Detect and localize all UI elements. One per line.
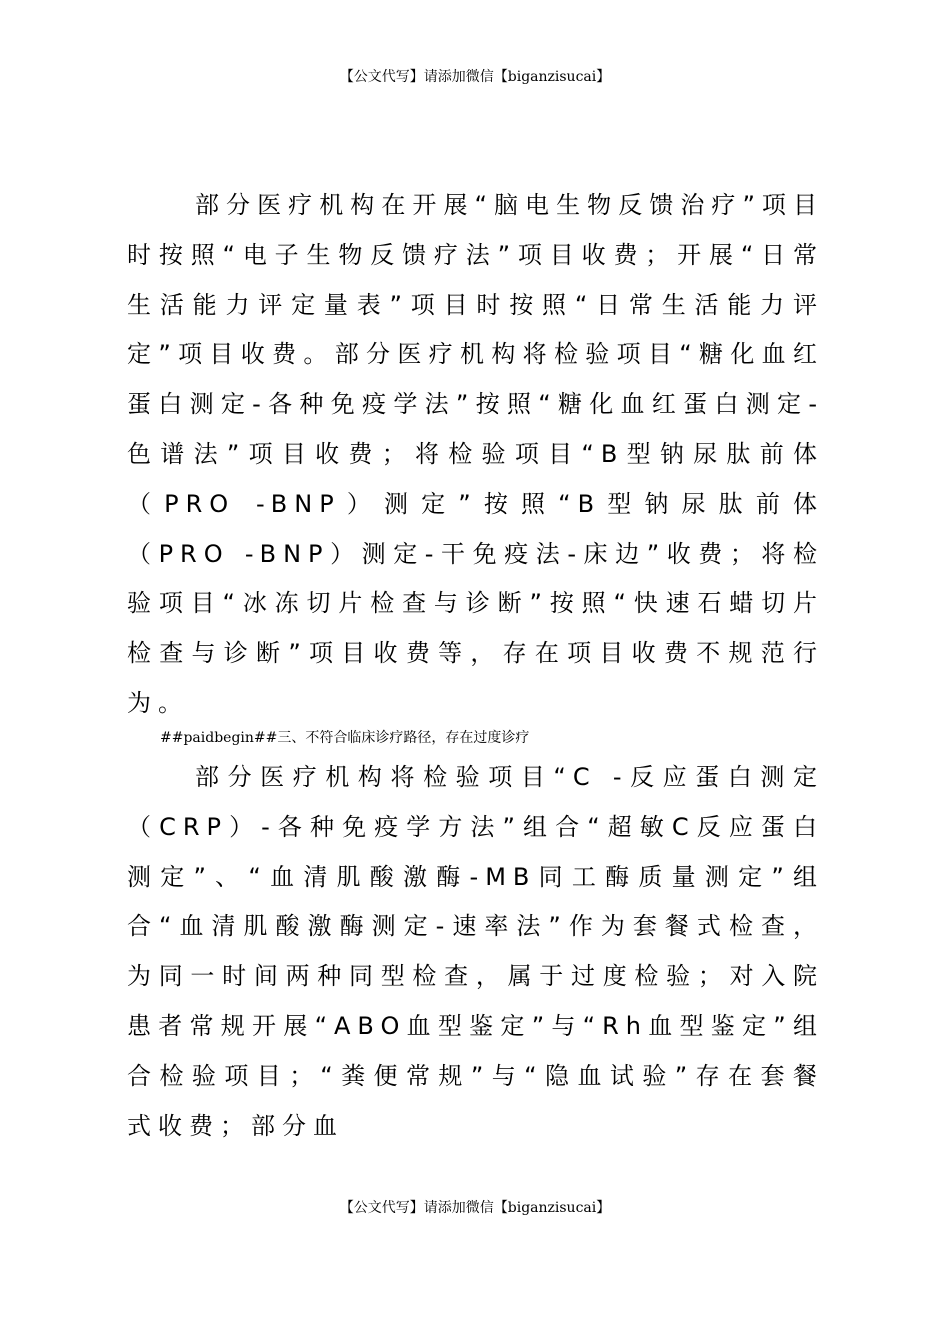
body-paragraph-2: 部分医疗机构将检验项目“C -反应蛋白测定（CRP）-各种免疫学方法”组合“超敏C反应蛋白测定”、“血清肌酸激酶-MB同工酶质量测定”组合“血清肌酸激酶测定-速率法”作为套餐式检查，为同一时间两种同型检查，属于过度检验；对入院患者常规开展“ABO血型鉴定”与“Rh血型鉴定”组合检验项目；“粪便常规”与“隐血试验”存在套餐式收费；部分血 xyxy=(127,763,824,1140)
section-heading: ##paidbegin##三、不符合临床诊疗路径，存在过度诊疗 xyxy=(160,730,530,746)
body-paragraph-1: 部分医疗机构在开展“脑电生物反馈治疗”项目时按照“电子生物反馈疗法”项目收费；开展“日常生活能力评定量表”项目时按照“日常生活能力评定”项目收费。部分医疗机构将检验项目“糖化血红蛋白测定-各种免疫学法”按照“糖化血红蛋白测定-色谱法”项目收费；将检验项目“B型钠尿肽前体（PRO -BNP）测定”按照“B型钠尿肽前体（PRO -BNP）测定-干免疫法-床边”收费；将检验项目“冰冻切片检查与诊断”按照“快速石蜡切片检查与诊断”项目收费等，存在项目收费不规范行为。 xyxy=(127,191,824,717)
page-footer: 【公文代写】请添加微信【biganzisucai】 xyxy=(339,1200,611,1216)
page-header: 【公文代写】请添加微信【biganzisucai】 xyxy=(339,69,611,85)
